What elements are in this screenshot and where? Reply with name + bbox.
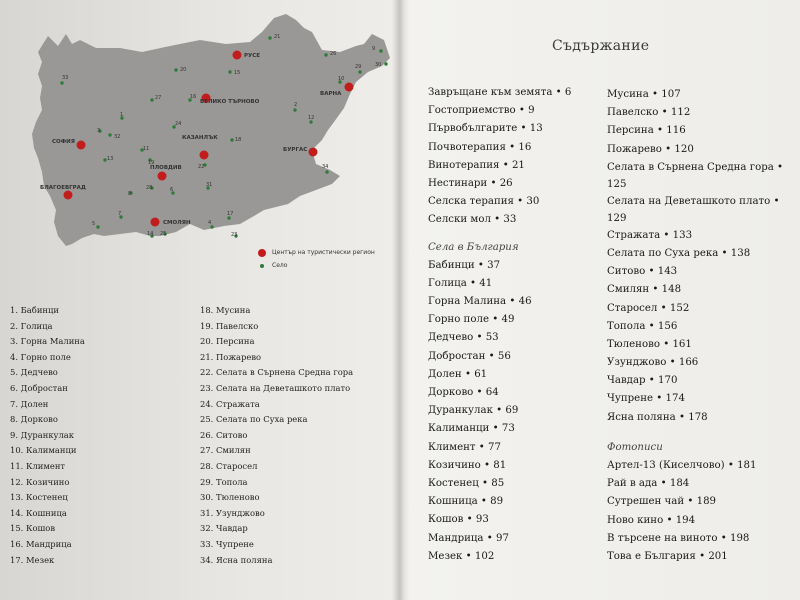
village-list-item: 2. Голица — [10, 320, 53, 331]
village-number: 30 — [375, 62, 382, 68]
toc-entry: Пожарево • 120 — [607, 143, 694, 155]
village-dot-icon — [260, 264, 264, 268]
city-label-varna: ВАРНА — [320, 91, 342, 97]
toc-entry: Чавдар • 170 — [607, 375, 678, 387]
legend-village-label: Село — [272, 262, 288, 269]
village-list-item: 8. Дорково — [10, 414, 58, 425]
toc-entry: Селска терапия • 30 — [428, 196, 540, 208]
toc-entry: Добростан • 56 — [428, 350, 511, 362]
village-number: 18 — [235, 137, 242, 143]
village-number: 19 — [148, 160, 155, 166]
toc-entry: Ясна поляна • 178 — [607, 411, 708, 423]
village-list-item: 29. Топола — [200, 476, 248, 487]
toc-left-column — [428, 84, 571, 566]
village-list-item: 19. Павелско — [200, 320, 259, 331]
village-number: 15 — [234, 70, 241, 76]
toc-section-heading: Села в България — [428, 241, 519, 253]
center-dot-icon — [258, 249, 266, 257]
village-number: 29 — [355, 64, 362, 70]
city-label-veliko-tarnovo: ВЕЛИКО ТЪРНОВО — [200, 99, 260, 105]
toc-entry: Мезек • 102 — [428, 550, 495, 562]
toc-entry: Селата в Сърнена Средна гора • 125 — [607, 161, 784, 190]
village-list-item: 15. Кошов — [10, 523, 56, 534]
village-list-item: 25. Селата по Суха река — [200, 414, 308, 425]
toc-right-column — [607, 86, 787, 566]
village-number: 10 — [338, 76, 345, 82]
village-number: 28 — [146, 185, 153, 191]
toc-entry: Винотерапия • 21 — [428, 159, 525, 171]
city-label-burgas: БУРГАС — [283, 147, 308, 153]
village-list-item: 6. Добростан — [10, 382, 68, 393]
village-number: 23 — [231, 232, 238, 238]
village-list-item: 10. Калиманци — [10, 445, 77, 456]
village-number: 9 — [372, 46, 376, 52]
toc-entry: Кошов • 93 — [428, 514, 489, 526]
village-list-item: 26. Ситово — [200, 429, 248, 440]
toc-entry: Мандрица • 97 — [428, 532, 509, 544]
village-list-item: 23. Селата на Деветашкото плато — [200, 382, 351, 393]
village-list-item: 24. Стражата — [200, 398, 260, 409]
village-dot — [268, 36, 271, 39]
toc-entry: Долен • 61 — [428, 368, 488, 380]
village-number: 5 — [92, 221, 96, 227]
village-number: 32 — [114, 134, 121, 140]
city-dot-ruse — [233, 51, 242, 60]
toc-entry: Селски мол • 33 — [428, 214, 517, 226]
village-list-item: 7. Долен — [10, 398, 49, 409]
toc-spacer — [428, 230, 571, 239]
village-number: 16 — [190, 94, 197, 100]
toc-entry: Дорково • 64 — [428, 387, 499, 398]
village-number: 8 — [128, 191, 132, 197]
city-label-plovdiv: ПЛОВДИВ — [150, 165, 182, 171]
village-dot — [96, 225, 99, 228]
toc-entry: Голица • 41 — [428, 277, 493, 289]
toc-entry: В търсене на виното • 198 — [607, 532, 750, 544]
village-number: 12 — [308, 115, 315, 121]
village-dot — [150, 98, 153, 101]
toc-entry: Дедчево • 53 — [428, 332, 499, 344]
village-number: 21 — [274, 34, 281, 40]
city-label-sofia: СОФИЯ — [52, 139, 76, 145]
village-list-item: 34. Ясна поляна — [200, 554, 273, 565]
toc-entry: Горна Малина • 46 — [428, 296, 532, 308]
village-number: 13 — [107, 156, 114, 162]
toc-entry: Това е България • 201 — [607, 550, 728, 562]
village-dot — [108, 133, 111, 136]
city-dot-smolyan — [151, 218, 160, 227]
city-dot-varna — [345, 83, 354, 92]
village-list-item: 12. Козичино — [10, 476, 70, 487]
village-number: 6 — [170, 187, 174, 193]
village-dot — [358, 70, 361, 73]
city-dot-sofia — [77, 141, 86, 150]
village-number: 11 — [143, 146, 150, 152]
toc-spacer — [607, 427, 787, 439]
village-dot — [230, 138, 233, 141]
city-label-blagoevgrad: БЛАГОЕВГРАД — [40, 185, 86, 191]
village-number: 24 — [175, 121, 182, 127]
toc-entry: Рай в ада • 184 — [607, 478, 690, 490]
city-label-smolyan: СМОЛЯН — [163, 220, 191, 226]
book-gutter — [392, 0, 410, 600]
toc-entry: Почвотерапия • 16 — [428, 141, 532, 153]
toc-entry: Сутрешен чай • 189 — [607, 496, 717, 508]
village-number: 4 — [208, 220, 212, 226]
city-dot-plovdiv — [158, 172, 167, 181]
village-number: 17 — [227, 211, 234, 217]
village-list-item: 33. Чупрене — [200, 538, 254, 549]
village-list-col2 — [200, 303, 353, 568]
toc-entry: Персина • 116 — [607, 125, 686, 137]
village-list-item: 5. Дедчево — [10, 367, 58, 378]
toc-entry: Бабинци • 37 — [428, 259, 501, 271]
toc-entry: Чупрене • 174 — [607, 393, 685, 405]
village-list-item: 22. Селата в Сърнена Средна гора — [200, 367, 354, 378]
map-legend — [258, 246, 375, 272]
toc-entry: Селата по Суха река • 138 — [607, 247, 751, 259]
village-number: 25 — [160, 231, 167, 237]
village-list-item: 28. Старосел — [200, 460, 258, 471]
village-list-item: 31. Узунджово — [200, 507, 265, 518]
city-dot-burgas — [309, 148, 318, 157]
village-number: 14 — [147, 231, 154, 237]
city-dot-blagoevgrad — [64, 191, 73, 200]
village-list-item: 27. Смилян — [200, 445, 251, 456]
toc-entry: Калиманци • 73 — [428, 423, 515, 435]
village-dot — [325, 170, 328, 173]
toc-entry: Топола • 156 — [607, 320, 678, 332]
toc-entry: Горно поле • 49 — [428, 314, 515, 326]
village-dot — [293, 108, 296, 111]
toc-entry: Старосел • 152 — [607, 302, 690, 314]
toc-entry: Тюленово • 161 — [607, 338, 692, 350]
toc-entry: Павелско • 112 — [607, 107, 691, 119]
toc-entry: Мусина • 107 — [607, 89, 681, 100]
village-list-item: 20. Персина — [200, 336, 255, 347]
village-number: 3 — [97, 128, 101, 134]
village-number: 22 — [198, 164, 205, 170]
toc-entry: Селата на Деветашкото плато • 129 — [607, 195, 780, 224]
city-dot-kazanlak — [200, 151, 209, 160]
village-list-item: 18. Мусина — [200, 305, 251, 315]
toc-entry: Завръщане към земята • 6 — [428, 87, 572, 98]
toc-entry: Узунджово • 166 — [607, 357, 699, 369]
toc-entry: Гостоприемство • 9 — [428, 105, 535, 117]
toc-entry: Костенец • 85 — [428, 477, 505, 489]
village-list-col1 — [10, 303, 85, 568]
city-label-kazanlak: КАЗАНЛЪК — [182, 135, 218, 141]
toc-entry: Кошница • 89 — [428, 496, 504, 508]
legend-village-row — [258, 259, 375, 272]
village-number: 20 — [180, 67, 187, 73]
village-number: 7 — [118, 211, 122, 217]
village-list-item: 1. Бабинци — [10, 305, 59, 315]
village-list-item: 17. Мезек — [10, 554, 55, 565]
village-list-item: 4. Горно поле — [10, 351, 71, 362]
village-list-item: 9. Дуранкулак — [10, 429, 75, 440]
toc-entry: Дуранкулак • 69 — [428, 405, 519, 417]
toc-entry: Смилян • 148 — [607, 284, 682, 296]
village-number: 26 — [330, 51, 337, 57]
city-label-ruse: РУСЕ — [244, 53, 261, 59]
village-list-item: 13. Костенец — [10, 492, 68, 503]
toc-entry: Климент • 77 — [428, 441, 501, 453]
village-list-item: 3. Горна Малина — [10, 336, 85, 347]
toc-entry: Ново кино • 194 — [607, 514, 696, 526]
toc-entry: Нестинари • 26 — [428, 177, 513, 189]
village-number: 27 — [155, 95, 162, 101]
village-list-item: 16. Мандрица — [10, 538, 72, 549]
village-dot — [60, 81, 63, 84]
legend-center-label: Център на туристически регион — [272, 249, 375, 256]
toc-entry: Първобългарите • 13 — [428, 123, 543, 135]
bulgaria-map-shape — [32, 14, 390, 246]
toc-entry: Козичино • 81 — [428, 459, 507, 471]
village-number: 31 — [206, 182, 213, 188]
toc-section-heading: Фотописи — [607, 441, 663, 453]
legend-center-row — [258, 246, 375, 259]
village-dot — [384, 62, 387, 65]
village-number: 1 — [120, 112, 124, 118]
village-dot — [174, 68, 177, 71]
village-number: 2 — [294, 102, 298, 108]
village-dot — [228, 70, 231, 73]
village-dot — [324, 53, 327, 56]
village-number: 34 — [322, 164, 329, 170]
village-list-item: 30. Тюленово — [200, 492, 260, 503]
village-list-item: 11. Климент — [10, 460, 66, 471]
toc-title: Съдържание — [552, 38, 650, 54]
village-number: 33 — [62, 75, 69, 81]
toc-entry: Ситово • 143 — [607, 266, 678, 278]
village-list-item: 14. Кошница — [10, 507, 67, 518]
village-dot — [379, 49, 382, 52]
village-list-item: 21. Пожарево — [200, 351, 262, 362]
village-list-item: 32. Чавдар — [200, 523, 248, 534]
toc-entry: Стражата • 133 — [607, 229, 693, 241]
toc-entry: Артел-13 (Киселчово) • 181 — [607, 460, 757, 471]
